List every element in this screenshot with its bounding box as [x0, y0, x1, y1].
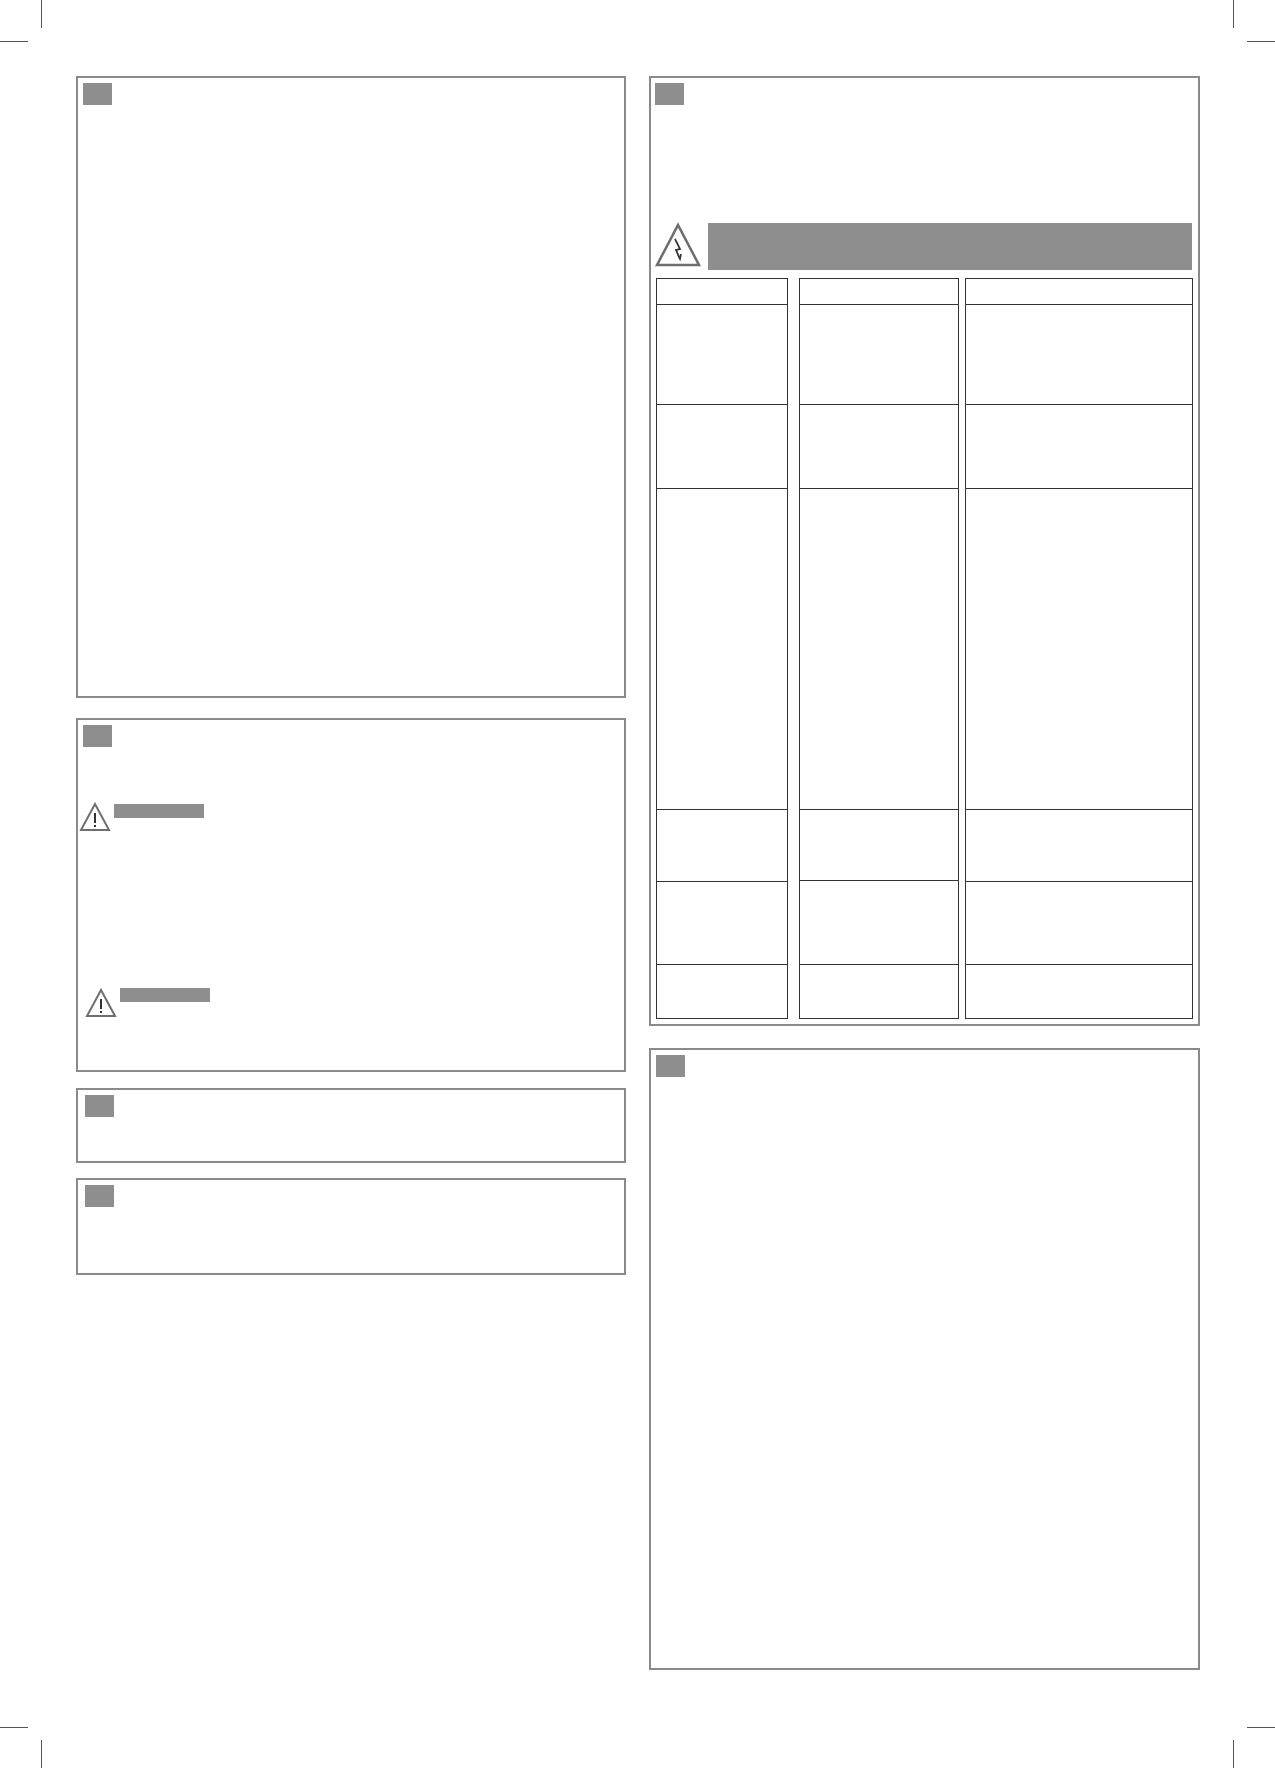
table-cell: [656, 404, 788, 489]
section-panel-2: [76, 718, 626, 1072]
crop-mark-top-right-h: [1247, 41, 1275, 42]
table-cell: [799, 304, 959, 405]
warning-triangle-icon: [85, 988, 117, 1018]
table-cell: [965, 488, 1193, 810]
crop-mark-top-left-h: [0, 41, 28, 42]
table-cell: [965, 304, 1193, 405]
crop-mark-bottom-right-v: [1233, 1740, 1234, 1768]
crop-mark-top-left-v: [41, 0, 42, 28]
section-panel-5: [649, 76, 1200, 1026]
crop-mark-top-right-v: [1233, 0, 1234, 28]
section-badge: [83, 725, 112, 747]
table-grid: [651, 78, 1202, 1028]
warning-label-bar: [120, 988, 210, 1002]
table-cell: [799, 880, 959, 965]
table-cell: [965, 964, 1193, 1019]
section-panel-3: [76, 1088, 626, 1163]
section-badge: [83, 83, 112, 105]
table-cell: [965, 809, 1193, 882]
table-cell: [965, 881, 1193, 965]
section-panel-1: [76, 76, 626, 698]
crop-mark-bottom-right-h: [1247, 1727, 1275, 1728]
table-cell: [799, 809, 959, 881]
table-cell: [799, 278, 959, 305]
crop-mark-bottom-left-h: [0, 1727, 28, 1728]
table-cell: [799, 964, 959, 1019]
crop-mark-bottom-left-v: [41, 1740, 42, 1768]
table-cell: [656, 881, 788, 965]
table-cell: [656, 304, 788, 405]
section-panel-6: [649, 1048, 1200, 1670]
table-cell: [965, 404, 1193, 489]
table-cell: [965, 278, 1193, 305]
table-cell: [656, 278, 788, 305]
section-badge: [85, 1095, 114, 1117]
warning-triangle-icon: [79, 802, 111, 832]
table-cell: [656, 809, 788, 882]
section-badge: [656, 1055, 685, 1077]
table-cell: [656, 964, 788, 1019]
table-cell: [799, 404, 959, 489]
section-panel-4: [76, 1178, 626, 1275]
warning-label-bar: [114, 804, 204, 818]
table-cell: [799, 488, 959, 810]
section-badge: [85, 1185, 114, 1207]
table-cell: [656, 488, 788, 810]
